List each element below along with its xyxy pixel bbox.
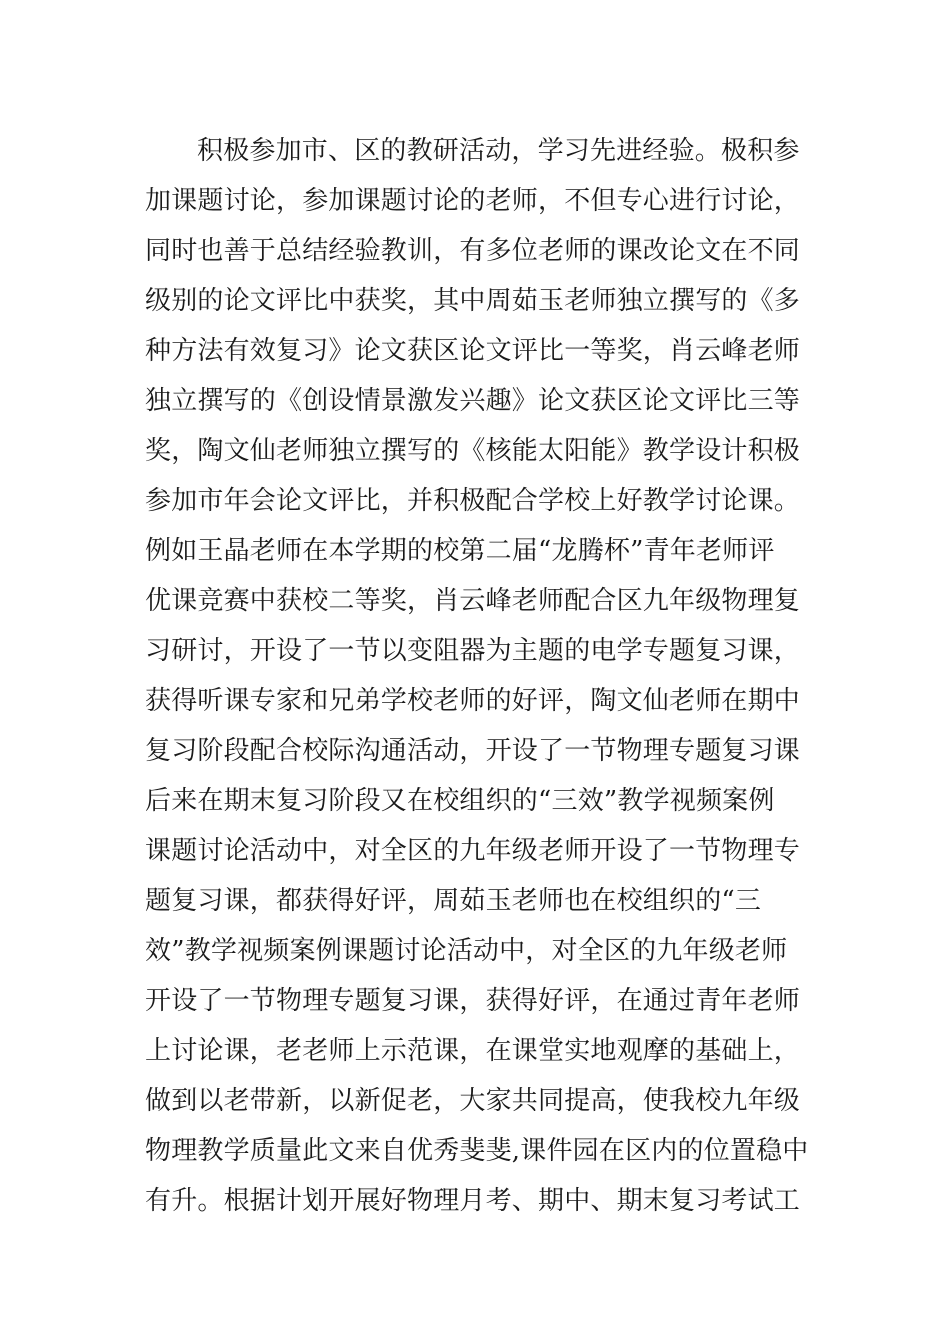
- text-line: 效”教学视频案例课题讨论活动中，对全区的九年级老师: [145, 936, 788, 966]
- text-line: 积极参加市、区的教研活动，学习先进经验。极积参: [197, 136, 800, 166]
- text-line: 有升。根据计划开展好物理月考、期中、期末复习考试工: [145, 1186, 801, 1216]
- text-line: 题复习课，都获得好评，周茹玉老师也在校组织的“三: [145, 886, 762, 916]
- text-line: 获得听课专家和兄弟学校老师的好评，陶文仙老师在期中: [145, 686, 801, 716]
- text-line: 加课题讨论，参加课题讨论的老师，不但专心进行讨论，: [145, 186, 801, 216]
- text-line: 上讨论课，老老师上示范课，在课堂实地观摩的基础上，: [145, 1036, 801, 1066]
- text-line: 课题讨论活动中，对全区的九年级老师开设了一节物理专: [145, 836, 801, 866]
- text-line: 参加市年会论文评比，并积极配合学校上好教学讨论课。: [145, 486, 801, 516]
- text-line: 习研讨，开设了一节以变阻器为主题的电学专题复习课，: [145, 636, 801, 666]
- text-line: 后来在期末复习阶段又在校组织的“三效”教学视频案例: [145, 786, 775, 816]
- text-line: 复习阶段配合校际沟通活动，开设了一节物理专题复习课: [145, 736, 801, 766]
- text-line: 例如王晶老师在本学期的校第二届“龙腾杯”青年老师评: [145, 536, 775, 566]
- text-line: 优课竞赛中获校二等奖，肖云峰老师配合区九年级物理复: [145, 586, 801, 616]
- text-line: 级别的论文评比中获奖，其中周茹玉老师独立撰写的《多: [145, 286, 801, 316]
- text-line: 独立撰写的《创设情景激发兴趣》论文获区论文评比三等: [145, 386, 801, 416]
- text-line: 同时也善于总结经验教训，有多位老师的课改论文在不同: [145, 236, 801, 266]
- text-line: 物理教学质量此文来自优秀斐斐,课件园在区内的位置稳中: [145, 1136, 809, 1166]
- text-line: 奖，陶文仙老师独立撰写的《核能太阳能》教学设计积极: [145, 436, 801, 466]
- body-paragraph: [145, 126, 815, 1226]
- text-line: 做到以老带新，以新促老，大家共同提高，使我校九年级: [145, 1086, 801, 1116]
- text-line: 开设了一节物理专题复习课，获得好评，在通过青年老师: [145, 986, 801, 1016]
- text-line: 种方法有效复习》论文获区论文评比一等奖，肖云峰老师: [145, 336, 801, 366]
